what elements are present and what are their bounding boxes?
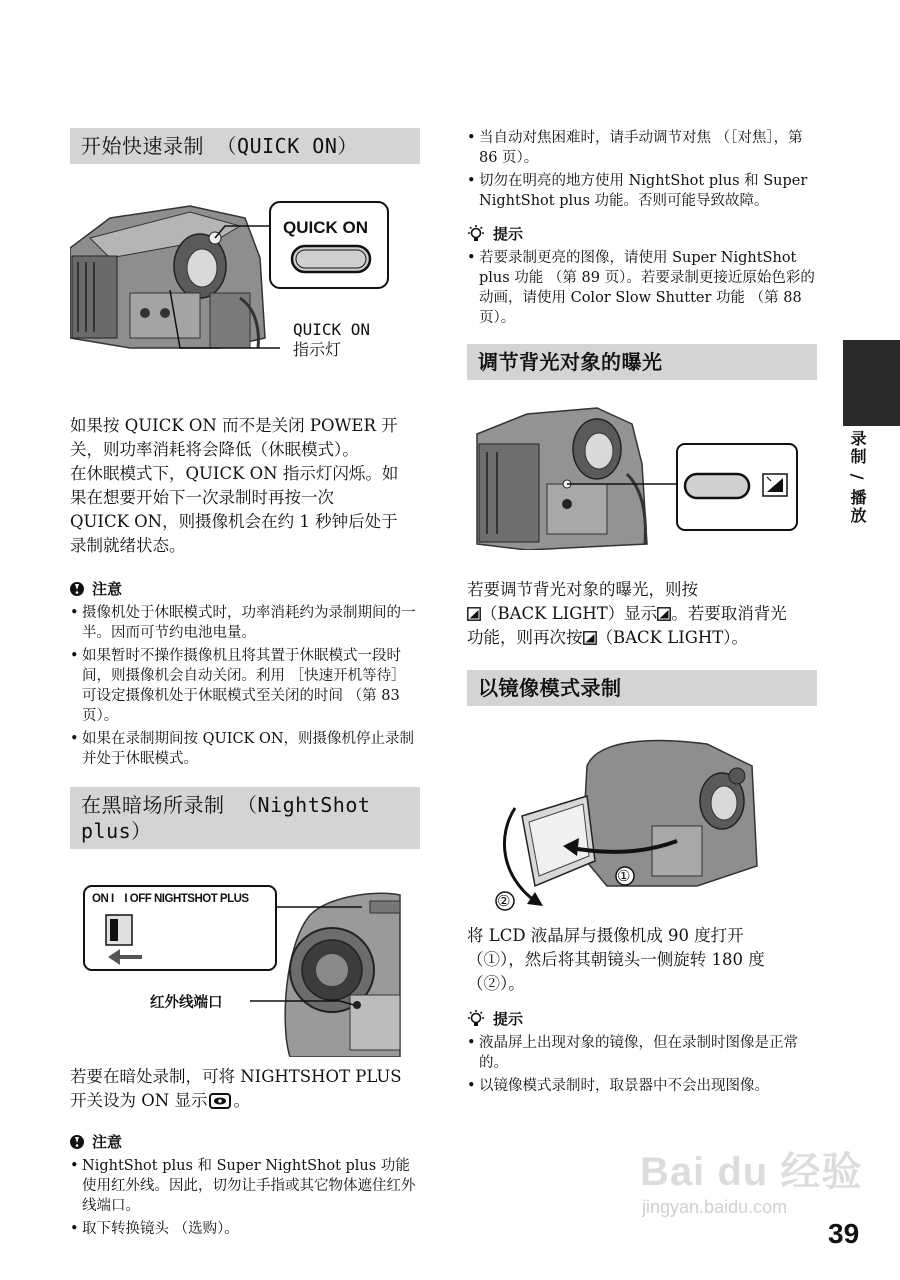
nightshot-body-line (70, 1089, 420, 1113)
note-heading (70, 578, 420, 599)
mirror-body (467, 924, 817, 996)
backlight-heading: 调节背光对象的曝光 (467, 344, 817, 380)
watermark-url: jingyan.baidu.com (642, 1197, 788, 1217)
note-title: 注意 (92, 1133, 123, 1151)
nightshot-heading (70, 787, 420, 849)
quick-on-body-line: 关，则功率消耗将会降低（休眠模式）。 (70, 440, 359, 459)
step2-marker: ② (497, 892, 511, 910)
nightshot-illustration (70, 885, 420, 1057)
backlight-body-text: （BACK LIGHT）。 (596, 628, 749, 647)
tip-item: • 若要录制更亮的图像，请使用 Super NightShot plus 功能 （第 89 页）。若要录制更接近原始色彩的动画，请使用 Color Slow Shutter 功能 （第 88 页）。 (467, 248, 817, 328)
quick-on-body (70, 414, 420, 558)
mirror-body-line: （②）。 (467, 974, 525, 993)
mirror-tip-section (467, 1008, 817, 1096)
quick-on-body-line: 在休眠模式下，QUICK ON 指示灯闪烁。如 (70, 464, 399, 483)
caution-icon (70, 1135, 84, 1149)
nightshot-switch-label: ON I I OFF NIGHTSHOT PLUS (92, 893, 249, 905)
quick-on-indicator-label (293, 320, 370, 360)
note-item: • 如果在录制期间按 QUICK ON，则摄像机停止录制并处于休眠模式。 (70, 729, 420, 769)
tip-item: • 以镜像模式录制时，取景器中不会出现图像。 (467, 1076, 817, 1096)
note-item: • 切勿在明亮的地方使用 NightShot plus 和 Super NightShot plus 功能。否则可能导致故障。 (467, 171, 817, 211)
tip-heading (467, 223, 817, 244)
camcorder-nightshot-image (70, 885, 420, 1057)
note-item: • 摄像机处于休眠模式时，功率消耗约为录制期间的一半。因而可节约电池电量。 (70, 603, 420, 643)
right-column (467, 128, 817, 1099)
nightshot-notes (70, 1131, 420, 1239)
quick-on-heading: 开始快速录制 （QUICK ON） (70, 128, 420, 164)
lightbulb-icon (467, 225, 485, 243)
chapter-tab (843, 340, 900, 426)
camcorder-backlight-image (467, 404, 817, 550)
mirror-illustration (467, 736, 817, 914)
page-number: 39 (828, 1218, 860, 1249)
quick-on-body-line: QUICK ON，则摄像机会在约 1 秒钟后处于 (70, 512, 398, 531)
note-list (70, 603, 420, 769)
quick-on-illustration (70, 198, 420, 386)
focus-note-list (467, 128, 817, 211)
note-title: 注意 (92, 580, 123, 598)
tip-title: 提示 (493, 1010, 524, 1028)
backlight-body-line (467, 626, 817, 650)
chapter-tab-label: 录制 / 播放 (848, 430, 867, 525)
indicator-label-line2: 指示灯 (293, 340, 342, 359)
backlight-body-text: （BACK LIGHT）显示 (481, 604, 658, 623)
tip-list (467, 1033, 817, 1096)
note-heading (70, 1131, 420, 1152)
backlight-body-line: 若要调节背光对象的曝光，则按 (467, 580, 698, 599)
nightshot-body-end: 。 (233, 1091, 250, 1110)
mirror-body-line: （①），然后将其朝镜头一侧旋转 180 度 (467, 950, 765, 969)
nightshot-body-line: 若要在暗处录制，可将 NIGHTSHOT PLUS (70, 1067, 402, 1086)
tip-item: • 液晶屏上出现对象的镜像，但在录制时图像是正常的。 (467, 1033, 817, 1073)
quick-on-notes (70, 578, 420, 769)
quick-on-body-line: 录制就绪状态。 (70, 536, 186, 555)
tip-heading (467, 1008, 817, 1029)
backlight-icon (467, 607, 481, 621)
note-list (70, 1156, 420, 1239)
step1-marker: ① (617, 867, 631, 885)
backlight-body-line (467, 602, 817, 626)
lightbulb-icon (467, 1010, 485, 1028)
backlight-icon (657, 607, 671, 621)
nightshot-heading-line2: plus） (81, 819, 152, 843)
nightshot-body-line2: 开关设为 ON 显示 (70, 1091, 208, 1110)
note-item: • 当自动对焦困难时，请手动调节对焦 （［对焦］，第 86 页）。 (467, 128, 817, 168)
quick-on-body-line: 如果按 QUICK ON 而不是关闭 POWER 开 (70, 416, 398, 435)
quick-on-button-label: QUICK ON (283, 218, 368, 237)
indicator-label-line1: QUICK ON (293, 320, 371, 339)
backlight-icon (583, 631, 597, 645)
nightshot-eye-icon (209, 1093, 231, 1109)
backlight-illustration (467, 404, 817, 550)
mirror-body-line: 将 LCD 液晶屏与摄像机成 90 度打开 (467, 926, 744, 945)
tip-title: 提示 (493, 225, 524, 243)
tip-section (467, 223, 817, 328)
nightshot-body (70, 1065, 420, 1113)
note-item: • 取下转换镜头 （选购）。 (70, 1219, 420, 1239)
tip-list (467, 248, 817, 328)
note-item: • NightShot plus 和 Super NightShot plus 功能使用红外线。因此，切勿让手指或其它物体遮住红外线端口。 (70, 1156, 420, 1216)
caution-icon (70, 582, 84, 596)
mirror-heading: 以镜像模式录制 (467, 670, 817, 706)
left-column (70, 128, 420, 1242)
nightshot-heading-line1: 在黑暗场所录制 （NightShot (81, 793, 371, 817)
watermark-brand: Bai du 经验 (640, 1150, 863, 1194)
quick-on-body-line: 果在想要开始下一次录制时再按一次 (70, 488, 334, 507)
backlight-body-text: 功能，则再次按 (467, 628, 583, 647)
backlight-body (467, 578, 817, 650)
camcorder-mirror-image (467, 736, 817, 914)
backlight-body-text: 。若要取消背光 (671, 604, 787, 623)
ir-port-label: 红外线端口 (150, 995, 223, 1011)
note-item: • 如果暂时不操作摄像机且将其置于休眠模式一段时间，则摄像机会自动关闭。利用 ［快速开机等待］可设定摄像机处于休眠模式至关闭的时间 （第 83 页）。 (70, 646, 420, 726)
